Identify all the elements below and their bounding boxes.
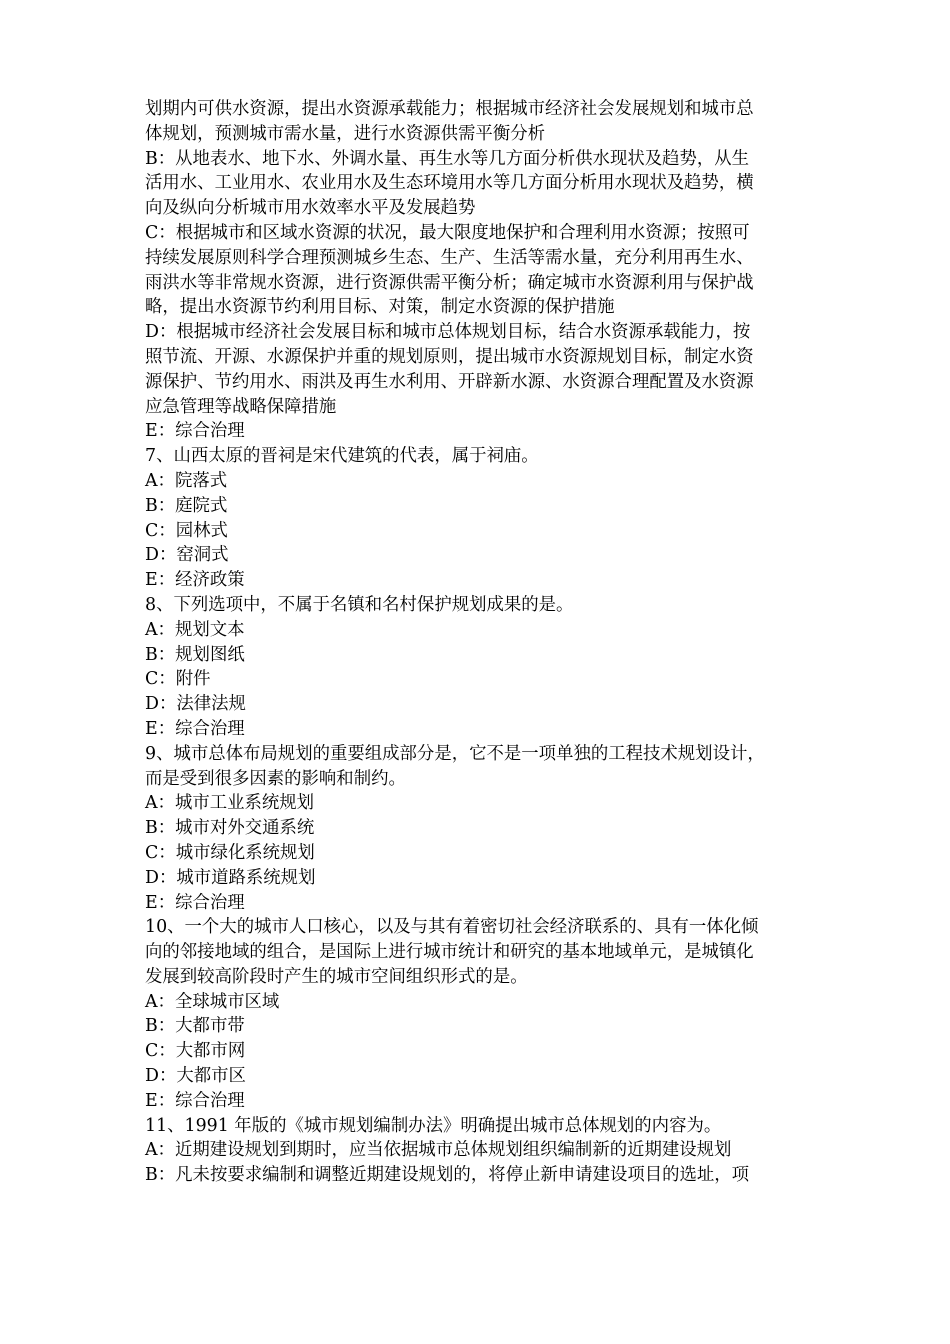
text-line: 活用水、工业用水、农业用水及生态环境用水等几方面分析用水现状及趋势，横 [145, 173, 754, 194]
option-b-line: B：规划图纸 [145, 644, 245, 665]
text-line: 源保护、节约用水、雨洪及再生水利用、开辟新水源、水资源合理配置及水资源 [145, 371, 754, 392]
option-d-line: D：根据城市经济社会发展目标和城市总体规划目标，结合水资源承载能力，按 [145, 322, 751, 343]
question-8: 8、下列选项中，不属于名镇和名村保护规划成果的是。 [145, 594, 574, 615]
option-b-line: B：大都市带 [145, 1016, 245, 1037]
option-a-line: A：城市工业系统规划 [145, 793, 315, 814]
option-d-line: D：大都市区 [145, 1066, 246, 1087]
option-c-line: C：大都市网 [145, 1041, 246, 1062]
text-line: 向的邻接地域的组合，是国际上进行城市统计和研究的基本地域单元，是城镇化 [145, 942, 754, 963]
text-line: 应急管理等战略保障措施 [145, 396, 337, 417]
option-a-line: A：全球城市区域 [145, 991, 280, 1012]
option-b-line: B：庭院式 [145, 495, 228, 516]
text-line: 照节流、开源、水源保护并重的规划原则，提出城市水资源规划目标，制定水资 [145, 346, 754, 367]
question-9: 9、城市总体布局规划的重要组成部分是，它不是一项单独的工程技术规划设计， [145, 743, 765, 764]
text-line: 发展到较高阶段时产生的城市空间组织形式的是。 [145, 966, 528, 987]
option-a-line: A：规划文本 [145, 619, 245, 640]
option-c-line: C：附件 [145, 669, 211, 690]
text-line: 划期内可供水资源，提出水资源承载能力；根据城市经济社会发展规划和城市总 [145, 99, 754, 119]
option-e-line: E：经济政策 [145, 570, 245, 591]
option-a-line: A：近期建设规划到期时，应当依据城市总体规划组织编制新的近期建设规划 [145, 1140, 732, 1161]
text-line: 而是受到很多因素的影响和制约。 [145, 768, 406, 789]
option-c-line: C：城市绿化系统规划 [145, 842, 315, 863]
question-7: 7、山西太原的晋祠是宋代建筑的代表，属于祠庙。 [145, 446, 539, 467]
option-b-line: B：从地表水、地下水、外调水量、再生水等几方面分析供水现状及趋势，从生 [145, 148, 750, 169]
option-b-line: B：城市对外交通系统 [145, 818, 315, 839]
text-line: 体规划，预测城市需水量，进行水资源供需平衡分析 [145, 123, 545, 144]
option-c-line: C：园林式 [145, 520, 228, 541]
text-line: 略，提出水资源节约利用目标、对策，制定水资源的保护措施 [145, 297, 615, 318]
option-e-line: E：综合治理 [145, 421, 245, 442]
option-b-line: B：凡未按要求编制和调整近期建设规划的，将停止新申请建设项目的选址，项 [145, 1165, 750, 1186]
option-a-line: A：院落式 [145, 470, 228, 491]
option-d-line: D：法律法规 [145, 694, 246, 715]
question-10: 10、一个大的城市人口核心，以及与其有着密切社会经济联系的、具有一体化倾 [145, 917, 759, 938]
text-line: 雨洪水等非常规水资源，进行资源供需平衡分析；确定城市水资源利用与保护战 [145, 272, 754, 293]
option-e-line: E：综合治理 [145, 718, 245, 739]
text-line: 持续发展原则科学合理预测城乡生态、生产、生活等需水量，充分利用再生水、 [145, 247, 754, 268]
text-line: 向及纵向分析城市用水效率水平及发展趋势 [145, 198, 476, 219]
option-e-line: E：综合治理 [145, 1090, 245, 1111]
option-e-line: E：综合治理 [145, 892, 245, 913]
option-d-line: D：城市道路系统规划 [145, 867, 316, 888]
document-page [145, 97, 825, 1188]
question-11: 11、1991 年版的《城市规划编制办法》明确提出城市总体规划的内容为。 [145, 1115, 722, 1136]
option-c-line: C：根据城市和区域水资源的状况，最大限度地保护和合理利用水资源；按照可 [145, 222, 750, 243]
option-d-line: D：窑洞式 [145, 545, 229, 566]
